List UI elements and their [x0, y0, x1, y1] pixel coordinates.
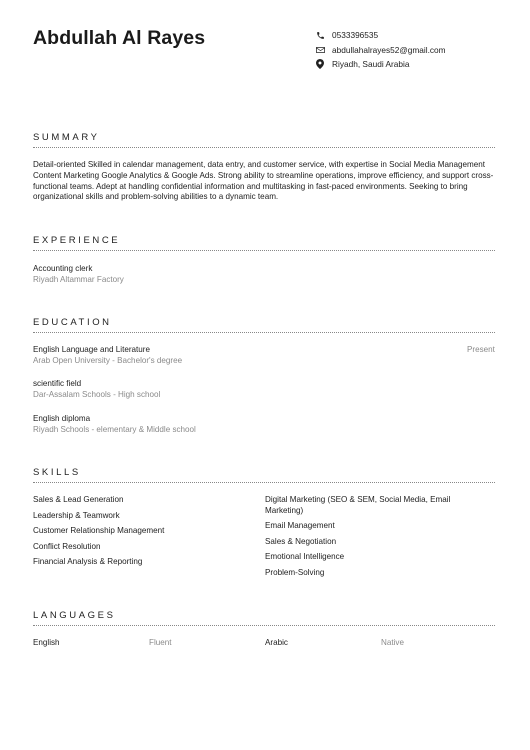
experience-company: Riyadh Altammar Factory	[33, 275, 124, 284]
languages-divider	[33, 625, 495, 626]
summary-heading: SUMMARY	[33, 132, 100, 143]
experience-divider	[33, 250, 495, 251]
education-degree: scientific field	[33, 379, 82, 388]
education-degree: English diploma	[33, 414, 91, 423]
skills-divider	[33, 482, 495, 483]
experience-heading: EXPERIENCE	[33, 235, 121, 246]
skill-item: Emotional Intelligence	[265, 552, 345, 561]
location-text: Riyadh, Saudi Arabia	[332, 59, 410, 70]
language-level: Fluent	[149, 638, 172, 647]
language-name: Arabic	[265, 638, 288, 647]
candidate-name: Abdullah Al Rayes	[33, 27, 206, 49]
phone-text: 0533396535	[332, 30, 379, 41]
skill-item: Digital Marketing (SEO & SEM, Social Media, Email Marketing)	[265, 495, 451, 515]
skill-item: Conflict Resolution	[33, 542, 101, 551]
location-pin-icon	[316, 59, 332, 69]
skill-item: Problem-Solving	[265, 568, 325, 577]
education-date: Present	[467, 345, 495, 354]
education-school: Dar-Assalam Schools - High school	[33, 390, 161, 399]
contact-location	[316, 57, 446, 72]
education-school: Riyadh Schools - elementary & Middle school	[33, 425, 196, 434]
contact-info	[316, 28, 446, 72]
language-name: English	[33, 638, 60, 647]
language-level: Native	[381, 638, 404, 647]
contact-email	[316, 43, 446, 58]
skill-item: Financial Analysis & Reporting	[33, 557, 143, 566]
contact-phone	[316, 28, 446, 43]
mail-icon	[316, 46, 332, 54]
phone-icon	[316, 31, 332, 40]
education-heading: EDUCATION	[33, 317, 112, 328]
skill-item: Customer Relationship Management	[33, 526, 165, 535]
skills-heading: SKILLS	[33, 467, 81, 478]
email-text: abdullahalrayes52@gmail.com	[332, 44, 446, 55]
skill-item: Email Management	[265, 521, 335, 530]
summary-divider	[33, 147, 495, 148]
summary-text: Detail-oriented Skilled in calendar management, data entry, and customer service, with expertise in Social Media Management Content Marketing Google Analytics & Google Ads. Strong ability to streamline operations, improve efficiency, and support cross-functional teams. Adept at handling confidential information and multitasking in fast-paced environments. Seeking to bring organizational skills and problem-solving abilities to a dynamic team.	[33, 160, 494, 202]
education-school: Arab Open University - Bachelor's degree	[33, 356, 183, 365]
skill-item: Sales & Lead Generation	[33, 495, 124, 504]
education-degree: English Language and Literature	[33, 345, 150, 354]
experience-role: Accounting clerk	[33, 264, 93, 273]
languages-heading: LANGUAGES	[33, 610, 116, 621]
skill-item: Sales & Negotiation	[265, 537, 337, 546]
skill-item: Leadership & Teamwork	[33, 511, 120, 520]
education-divider	[33, 332, 495, 333]
